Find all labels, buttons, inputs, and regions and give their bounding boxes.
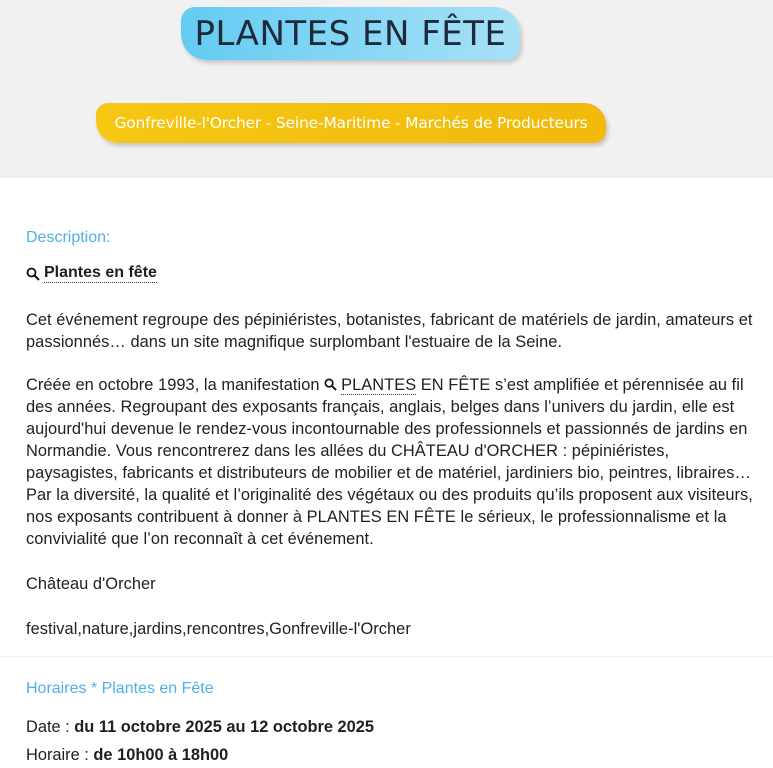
event-location: Château d'Orcher <box>26 575 156 593</box>
description-paragraph-1: Cet événement regroupe des pépiniéristes, botanistes, fabricant de matériels de jardin, amateurs et passionnés… dans un site magnifique surplombant l'estuaire de la Seine. <box>26 311 753 351</box>
time-line <box>26 746 228 765</box>
time-label: Horaire : <box>26 746 94 764</box>
subtitle-banner <box>96 103 606 143</box>
date-value: du 11 octobre 2025 au 12 octobre 2025 <box>74 718 375 736</box>
page-subtitle: Gonfreville-l'Orcher - Seine-Maritime - Marchés de Producteurs <box>114 114 588 132</box>
description-heading[interactable] <box>26 264 157 283</box>
hours-label: Horaires * Plantes en Fête <box>26 680 214 697</box>
paragraph-2-start: Créée en octobre 1993, la manifestation <box>26 376 325 394</box>
title-banner <box>181 7 520 60</box>
date-line <box>26 718 374 737</box>
page-title: PLANTES EN FÊTE <box>194 13 507 54</box>
date-label: Date : <box>26 718 75 736</box>
search-icon <box>26 267 40 281</box>
heading-text: Plantes en fête <box>44 264 157 281</box>
time-value: de 10h00 à 18h00 <box>93 746 229 764</box>
section-divider <box>0 656 773 657</box>
event-tags: festival,nature,jardins,rencontres,Gonfreville-l'Orcher <box>26 620 411 638</box>
description-label: Description: <box>26 229 111 246</box>
paragraph-2-rest: EN FÊTE s’est amplifiée et pérennisée au fil des années. Regroupant des exposants français, anglais, belges dans l’univers du jardin, elle est aujourd'hui devenue le rendez-vous incontournable des professionnels et passionnés de jardins en Normandie. Vous rencontrerez dans les allées du CHÂTEAU d'ORCHER : pépiniéristes, paysagistes, fabricants et distributeurs de mobilier et de matériel, jardiniers bio, peintres, libraires… Par la diversité, la qualité et l’originalité des végétaux ou des produits qu’ils proposent aux visiteurs, nos exposants contribuent à donner à PLANTES EN FÊTE le sérieux, le professionnalisme et la convivialité que l’on reconnaît à cet événement. <box>26 376 753 548</box>
search-icon <box>324 378 337 391</box>
plantes-keyword-link[interactable]: PLANTES <box>341 376 417 394</box>
description-paragraph-2 <box>26 374 761 550</box>
hero-banner <box>0 0 773 178</box>
